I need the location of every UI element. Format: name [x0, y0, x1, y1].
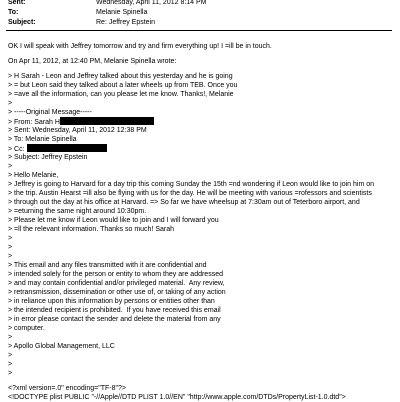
quoted-line: > =eturning the same night around 10:30pm.	[8, 208, 147, 215]
quoted-cc-line	[8, 144, 392, 153]
header-divider	[6, 30, 392, 31]
quoted-line: > retransmission, dissemination or other use of, or taking of any action	[8, 289, 226, 296]
quoted-line: > the intended recipient is prohibited. If you have received this email	[8, 307, 221, 314]
quoted-line: > in error please contact the sender and delete the material from any	[8, 316, 221, 323]
quoted-line: >	[8, 235, 13, 242]
quoted-line: > Apollo Global Management, LLC	[8, 343, 115, 350]
doctype-line: <!DOCTYPE plist PUBLIC "-//Apple//DTD PLIST 1.0//EN" "http://www.apple.com/DTDs/PropertyList-1.0.dtd">	[8, 394, 346, 401]
quoted-line: > Subject: Jeffrey Epstein	[8, 154, 88, 161]
quoted-line: >	[8, 361, 13, 368]
quoted-line: > intended solely for the person or entity to whom they are addressed	[8, 271, 223, 278]
quoted-line: >	[8, 163, 13, 170]
quoted-line: > This email and any files transmitted with it are confidential and	[8, 262, 207, 269]
from-prefix: > From: Sarah H	[8, 119, 60, 126]
quoted-line: >	[8, 352, 13, 359]
quoted-line: >	[8, 253, 13, 260]
header-subject-row	[0, 18, 400, 28]
sent-label: Sent:	[8, 0, 26, 6]
quoted-line: > =ll the relevant information. Thanks so much! Sarah	[8, 226, 175, 233]
email-body	[8, 42, 392, 378]
quoted-line: >	[8, 334, 13, 341]
redaction-box	[60, 117, 154, 125]
header-sent-row	[0, 0, 400, 8]
quoted-line: > Jeffrey is going to Harvard for a day trip this coming Sunday the 15th =nd wondering if Leon would like to join him on	[8, 181, 375, 188]
xml-declaration: <?xml version=.0" encoding="TF-8"?>	[8, 385, 126, 392]
quoted-line: > H Sarah - Leon and Jeffrey talked about this yesterday and he is going	[8, 73, 233, 80]
quoted-line: >	[8, 100, 13, 107]
quoted-line: > computer.	[8, 325, 45, 332]
cc-prefix: > Cc:	[8, 146, 25, 153]
quoted-line: > To: Melanie Spinella	[8, 136, 77, 143]
quoted-line: > -----Original Message-----	[8, 109, 92, 116]
quoted-line: > = but Leon said they talked about a later wheels up from TEB. Once you	[8, 82, 238, 89]
header-to-row	[0, 8, 400, 18]
quoted-line: > Sent: Wednesday, April 11, 2012 12:38 PM	[8, 127, 147, 134]
reply-text: OK I will speak with Jeffrey tomorrow and try and firm everything up! I =ill be in touch.	[8, 43, 272, 50]
subject-value: Re: Jeffrey Epstein	[96, 19, 156, 26]
quoted-line: >	[8, 244, 13, 251]
quoted-line: > Hello Melanie,	[8, 172, 59, 179]
quoted-line: > Please let me know if Leon would like to join and I will forward you	[8, 217, 219, 224]
sent-value: Wednesday, April 11, 2012 8:14 PM	[96, 0, 207, 6]
to-value: Melanie Spinella	[96, 9, 148, 16]
to-label: To:	[8, 9, 19, 16]
quoted-line: > in reliance upon this information by persons or entities other than	[8, 298, 215, 305]
subject-label: Subject:	[8, 19, 36, 26]
quoted-line: > and may contain confidential and/or privileged material. Any review,	[8, 280, 225, 287]
quoted-from-line	[8, 117, 392, 126]
redaction-box	[27, 144, 107, 152]
plist-trailer	[8, 384, 392, 402]
quoted-line: >	[8, 370, 13, 377]
quoted-line: > the trip. Austin Hearst =ill also be flying with us for the day. He will be meeting with various =rofessors and scientists	[8, 190, 372, 197]
quoted-line: > through out the day at his office at Harvard. => So far we have wheelsup at 7:30am out of Teterboro airport, and	[8, 199, 360, 206]
quoted-line: > =ave all the information, can you please let me know. Thanks!, Melanie	[8, 91, 234, 98]
quote-attribution: On Apr 11, 2012, at 12:40 PM, Melanie Spinella wrote:	[8, 58, 177, 65]
